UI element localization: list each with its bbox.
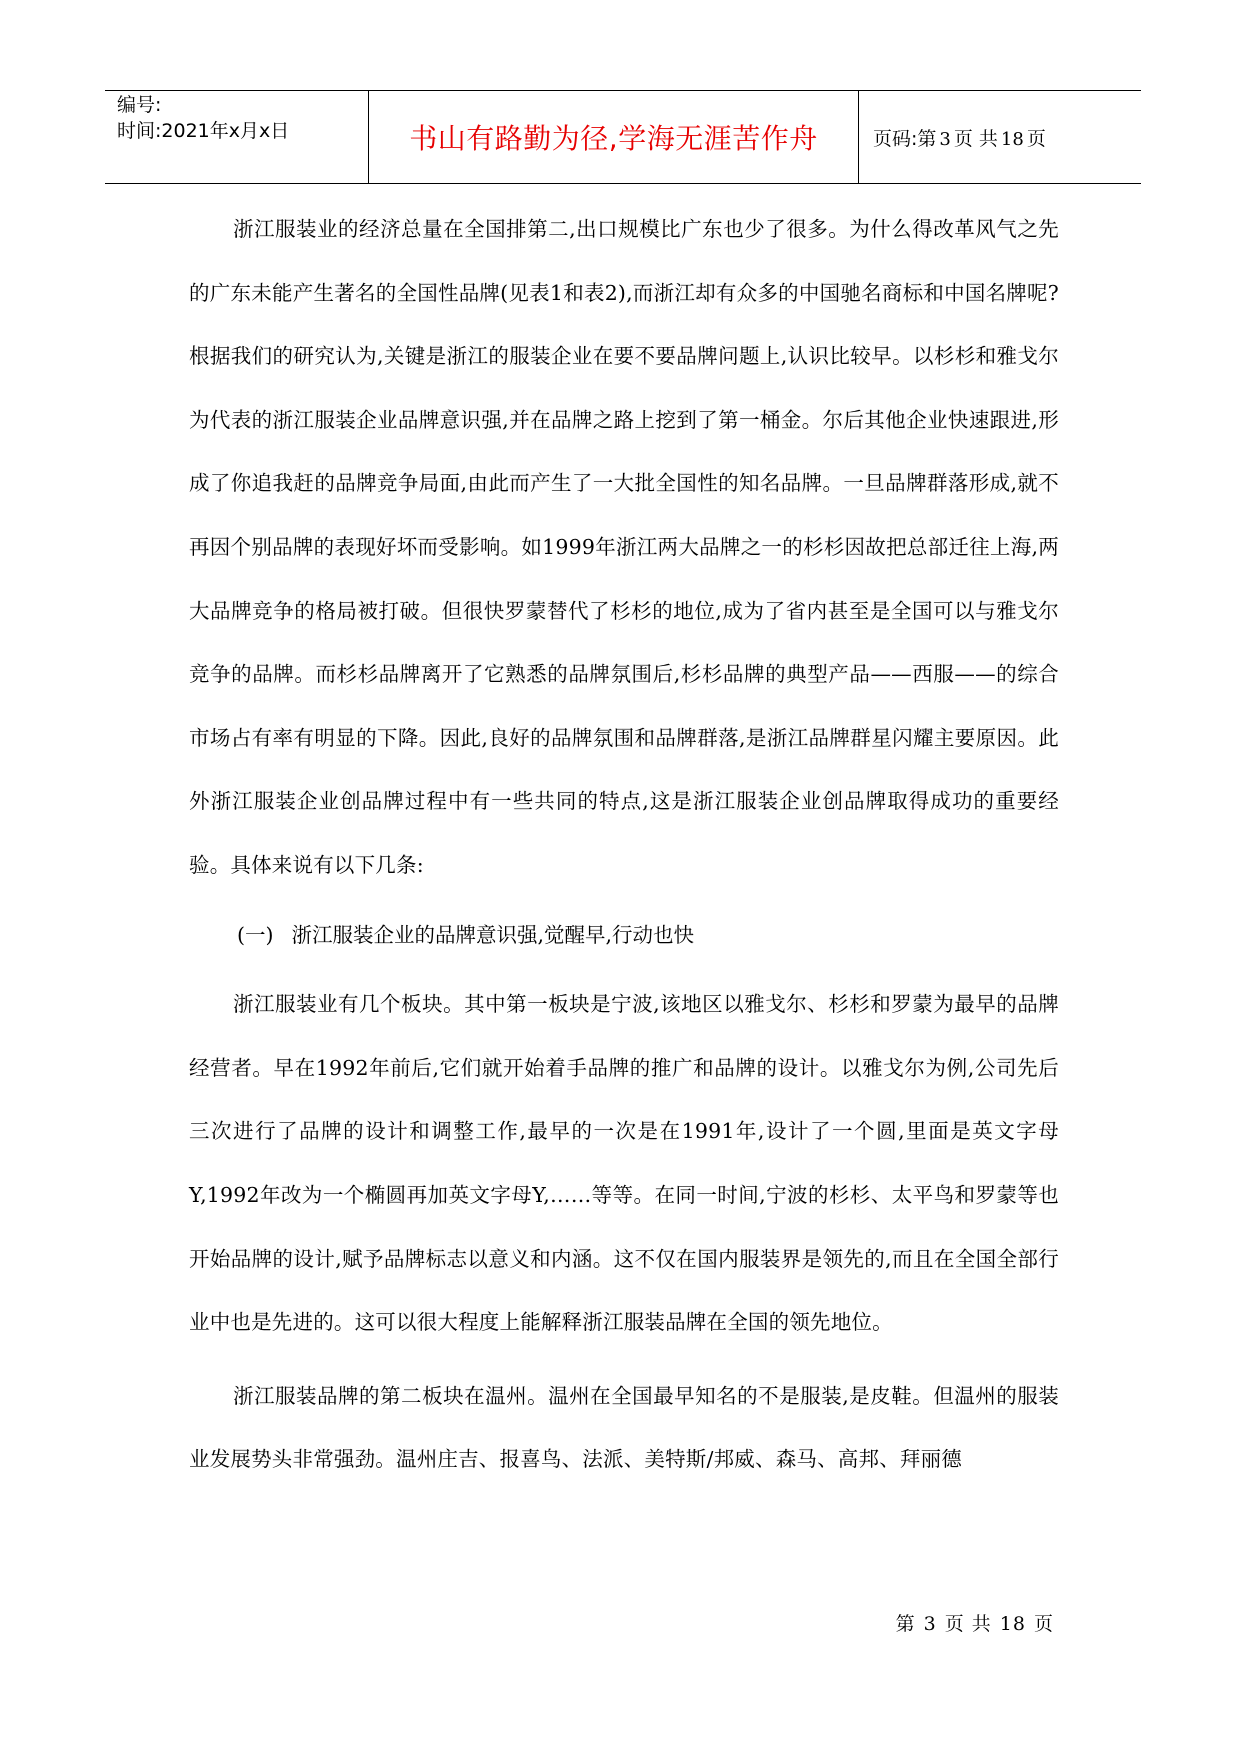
section-heading-title: 浙江服装企业的品牌意识强,觉醒早,行动也快	[291, 922, 695, 947]
header-motto: 书山有路勤为径,学海无涯苦作舟	[409, 122, 818, 155]
page-code-current: 3	[939, 128, 951, 150]
page-footer	[892, 1609, 1058, 1636]
document-body	[189, 198, 1059, 1492]
section-heading-mark: (一)	[237, 922, 274, 947]
footer-current-page: 3	[923, 1613, 937, 1635]
page-code-total: 18	[1000, 128, 1024, 150]
page-code-mid: 页 共	[953, 127, 998, 150]
section-heading	[189, 904, 1059, 968]
body-paragraph-3: 浙江服装品牌的第二板块在温州。温州在全国最早知名的不是服装,是皮鞋。但温州的服装业发展势头非常强劲。温州庄吉、报喜鸟、法派、美特斯/邦威、森马、高邦、拜丽德	[189, 1383, 1059, 1472]
footer-mid: 页 共	[944, 1613, 992, 1635]
page-code-prefix: 页码:第	[873, 127, 937, 150]
document-number-label: 编号:	[117, 94, 162, 116]
body-paragraph-1: 浙江服装业的经济总量在全国排第二,出口规模比广东也少了很多。为什么得改革风气之先的广东未能产生著名的全国性品牌(见表1和表2),而浙江却有众多的中国驰名商标和中国名牌呢?根据我们的研究认为,关键是浙江的服装企业在要不要品牌问题上,认识比较早。以杉杉和雅戈尔为代表的浙江服装企业品牌意识强,并在品牌之路上挖到了第一桶金。尔后其他企业快速跟进,形成了你追我赶的品牌竞争局面,由此而产生了一大批全国性的知名品牌。一旦品牌群落形成,就不再因个别品牌的表现好坏而受影响。如1999年浙江两大品牌之一的杉杉因故把总部迁往上海,两大品牌竞争的格局被打破。但很快罗蒙替代了杉杉的地位,成为了省内甚至是全国可以与雅戈尔竞争的品牌。而杉杉品牌离开了它熟悉的品牌氛围后,杉杉品牌的典型产品——西服——的综合市场占有率有明显的下降。因此,良好的品牌氛围和品牌群落,是浙江品牌群星闪耀主要原因。此外浙江服装企业创品牌过程中有一些共同的特点,这是浙江服装企业创品牌取得成功的重要经验。具体来说有以下几条:	[189, 217, 1059, 877]
header-page-code	[873, 124, 1046, 151]
body-paragraph-2: 浙江服装业有几个板块。其中第一板块是宁波,该地区以雅戈尔、杉杉和罗蒙为最早的品牌经营者。早在1992年前后,它们就开始着手品牌的推广和品牌的设计。以雅戈尔为例,公司先后三次进行了品牌的设计和调整工作,最早的一次是在1991年,设计了一个圆,里面是英文字母Y,1992年改为一个椭圆再加英文字母Y,……等等。在同一时间,宁波的杉杉、太平鸟和罗蒙等也开始品牌的设计,赋予品牌标志以意义和内涵。这不仅在国内服装界是领先的,而且在全国全部行业中也是先进的。这可以很大程度上能解释浙江服装品牌在全国的领先地位。	[189, 992, 1059, 1335]
page-header	[105, 90, 1141, 184]
header-meta-cell	[105, 91, 369, 183]
document-time: 时间:2021年x月x日	[117, 120, 290, 142]
footer-total-pages: 18	[999, 1613, 1026, 1635]
footer-suffix: 页	[1033, 1613, 1054, 1635]
header-page-cell	[859, 91, 1141, 183]
page-code-suffix: 页	[1026, 127, 1046, 150]
header-motto-cell	[369, 91, 859, 183]
footer-prefix: 第	[895, 1613, 916, 1635]
